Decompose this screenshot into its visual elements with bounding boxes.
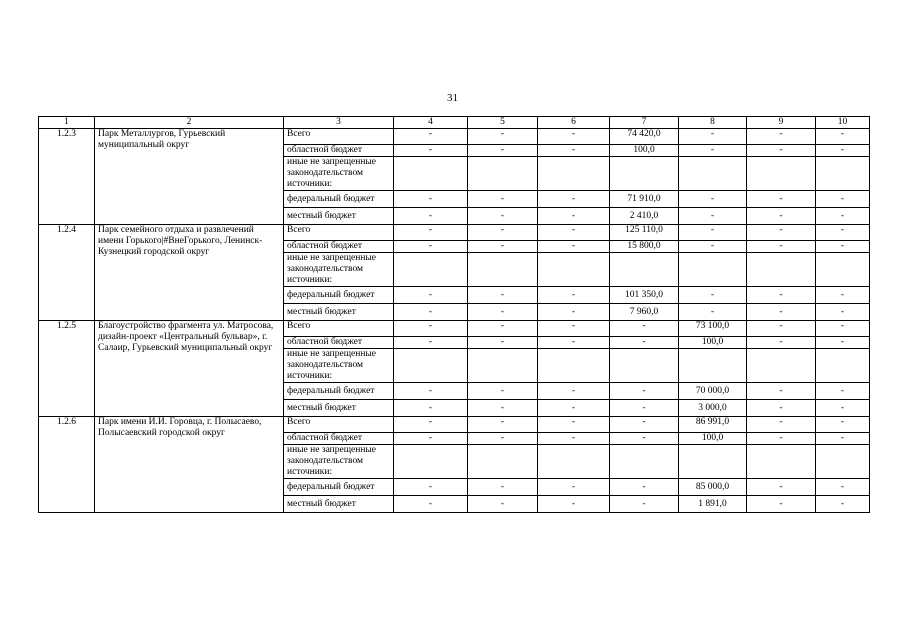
column-header: 10 <box>816 117 870 129</box>
value-cell: - <box>747 304 816 321</box>
funding-source-regional: областной бюджет <box>284 433 394 445</box>
value-cell: - <box>538 337 610 349</box>
funding-source-total: Всего <box>284 417 394 433</box>
value-cell <box>394 253 468 287</box>
item-name: Парк имени И.И. Горовца, г. Полысаево, Полысаевский городской округ <box>95 417 284 513</box>
value-cell: 70 000,0 <box>679 383 747 400</box>
value-cell: - <box>747 208 816 225</box>
value-cell: - <box>816 191 870 208</box>
value-cell: - <box>816 208 870 225</box>
value-cell: - <box>816 417 870 433</box>
column-header: 7 <box>610 117 679 129</box>
funding-source-federal: федеральный бюджет <box>284 191 394 208</box>
column-header: 3 <box>284 117 394 129</box>
value-cell: - <box>468 400 538 417</box>
value-cell: - <box>747 191 816 208</box>
value-cell: - <box>468 496 538 513</box>
funding-source-local: местный бюджет <box>284 208 394 225</box>
value-cell: - <box>816 225 870 241</box>
value-cell: - <box>538 479 610 496</box>
value-cell: - <box>816 304 870 321</box>
column-header: 5 <box>468 117 538 129</box>
value-cell: - <box>538 496 610 513</box>
value-cell <box>679 157 747 191</box>
value-cell: - <box>468 337 538 349</box>
value-cell <box>468 157 538 191</box>
value-cell <box>747 445 816 479</box>
value-cell <box>538 445 610 479</box>
value-cell: - <box>816 400 870 417</box>
value-cell: - <box>816 433 870 445</box>
funding-source-federal: федеральный бюджет <box>284 383 394 400</box>
value-cell: - <box>610 479 679 496</box>
value-cell: 74 420,0 <box>610 129 679 145</box>
value-cell: - <box>679 304 747 321</box>
value-cell: - <box>468 304 538 321</box>
value-cell: - <box>394 191 468 208</box>
funding-source-federal: федеральный бюджет <box>284 287 394 304</box>
column-number-row <box>39 117 870 129</box>
value-cell: - <box>468 287 538 304</box>
value-cell: 15 800,0 <box>610 241 679 253</box>
value-cell: - <box>816 479 870 496</box>
value-cell: 71 910,0 <box>610 191 679 208</box>
value-cell: 100,0 <box>610 145 679 157</box>
value-cell: - <box>679 287 747 304</box>
funding-source-local: местный бюджет <box>284 496 394 513</box>
value-cell: - <box>468 208 538 225</box>
value-cell: - <box>679 191 747 208</box>
value-cell: - <box>679 208 747 225</box>
value-cell: - <box>538 287 610 304</box>
value-cell: - <box>610 337 679 349</box>
value-cell: - <box>394 304 468 321</box>
value-cell: - <box>747 321 816 337</box>
funding-source-total: Всего <box>284 225 394 241</box>
value-cell: - <box>538 304 610 321</box>
value-cell: - <box>747 400 816 417</box>
value-cell: - <box>394 400 468 417</box>
value-cell: - <box>610 433 679 445</box>
value-cell: - <box>468 321 538 337</box>
value-cell: 3 000,0 <box>679 400 747 417</box>
value-cell: - <box>468 191 538 208</box>
item-name: Благоустройство фрагмента ул. Матросова, дизайн-проект «Центральный бульвар», г. Салаир, Гурьевский муниципальный округ <box>95 321 284 417</box>
value-cell: - <box>747 225 816 241</box>
value-cell <box>394 157 468 191</box>
value-cell: - <box>747 433 816 445</box>
value-cell <box>679 349 747 383</box>
funding-source-local: местный бюджет <box>284 400 394 417</box>
value-cell: - <box>538 208 610 225</box>
funding-source-local: местный бюджет <box>284 304 394 321</box>
value-cell: - <box>816 129 870 145</box>
value-cell: - <box>816 321 870 337</box>
value-cell: - <box>610 383 679 400</box>
value-cell: - <box>468 241 538 253</box>
value-cell: - <box>468 145 538 157</box>
value-cell: 100,0 <box>679 433 747 445</box>
value-cell <box>610 349 679 383</box>
value-cell: - <box>747 496 816 513</box>
value-cell <box>538 157 610 191</box>
value-cell: - <box>394 208 468 225</box>
funding-source-regional: областной бюджет <box>284 337 394 349</box>
funding-source-other: иные не запрещенные законодательством источники: <box>284 349 394 383</box>
value-cell: 7 960,0 <box>610 304 679 321</box>
funding-source-other: иные не запрещенные законодательством источники: <box>284 253 394 287</box>
column-header: 4 <box>394 117 468 129</box>
value-cell: - <box>394 145 468 157</box>
table-row <box>39 417 870 433</box>
value-cell <box>610 157 679 191</box>
value-cell <box>468 445 538 479</box>
value-cell <box>679 253 747 287</box>
funding-source-regional: областной бюджет <box>284 241 394 253</box>
column-header: 9 <box>747 117 816 129</box>
value-cell <box>610 445 679 479</box>
value-cell: - <box>468 433 538 445</box>
value-cell: - <box>747 241 816 253</box>
value-cell: - <box>747 479 816 496</box>
column-header: 1 <box>39 117 95 129</box>
value-cell: 85 000,0 <box>679 479 747 496</box>
value-cell <box>747 253 816 287</box>
value-cell: - <box>679 145 747 157</box>
value-cell: - <box>394 417 468 433</box>
value-cell: - <box>394 241 468 253</box>
value-cell: - <box>538 417 610 433</box>
value-cell: - <box>610 417 679 433</box>
funding-source-total: Всего <box>284 321 394 337</box>
value-cell: - <box>679 129 747 145</box>
item-code: 1.2.4 <box>39 225 95 321</box>
value-cell: - <box>468 129 538 145</box>
value-cell: - <box>394 496 468 513</box>
value-cell <box>816 157 870 191</box>
funding-source-regional: областной бюджет <box>284 145 394 157</box>
item-name: Парк семейного отдыха и развлечений имени Горького|#ВнеГорького, Ленинск-Кузнецкий городской округ <box>95 225 284 321</box>
value-cell: 101 350,0 <box>610 287 679 304</box>
value-cell: - <box>610 496 679 513</box>
value-cell: - <box>538 145 610 157</box>
value-cell: - <box>538 383 610 400</box>
column-header: 2 <box>95 117 284 129</box>
value-cell: - <box>538 129 610 145</box>
page-number: 31 <box>447 92 458 104</box>
value-cell: - <box>394 383 468 400</box>
value-cell: - <box>747 417 816 433</box>
table-row <box>39 321 870 337</box>
value-cell: - <box>468 225 538 241</box>
value-cell: - <box>538 433 610 445</box>
item-code: 1.2.5 <box>39 321 95 417</box>
budget-table <box>38 116 870 513</box>
funding-source-total: Всего <box>284 129 394 145</box>
value-cell <box>747 157 816 191</box>
value-cell: - <box>538 191 610 208</box>
table-row <box>39 225 870 241</box>
value-cell: - <box>468 417 538 433</box>
value-cell: - <box>747 129 816 145</box>
value-cell: - <box>538 400 610 417</box>
value-cell: - <box>468 383 538 400</box>
value-cell: - <box>747 287 816 304</box>
item-name: Парк Металлургов, Гурьевский муниципальный округ <box>95 129 284 225</box>
value-cell: - <box>679 225 747 241</box>
value-cell <box>468 349 538 383</box>
value-cell: - <box>679 241 747 253</box>
value-cell <box>679 445 747 479</box>
item-code: 1.2.6 <box>39 417 95 513</box>
value-cell: - <box>394 225 468 241</box>
value-cell: - <box>816 145 870 157</box>
value-cell <box>394 349 468 383</box>
funding-source-other: иные не запрещенные законодательством источники: <box>284 445 394 479</box>
value-cell: 100,0 <box>679 337 747 349</box>
value-cell: - <box>610 321 679 337</box>
value-cell <box>394 445 468 479</box>
value-cell: - <box>538 225 610 241</box>
value-cell: - <box>816 241 870 253</box>
value-cell <box>468 253 538 287</box>
value-cell: - <box>538 321 610 337</box>
value-cell: - <box>816 383 870 400</box>
value-cell: 1 891,0 <box>679 496 747 513</box>
value-cell: - <box>394 433 468 445</box>
value-cell: - <box>394 337 468 349</box>
value-cell <box>538 253 610 287</box>
value-cell: - <box>394 321 468 337</box>
value-cell <box>816 253 870 287</box>
value-cell: 2 410,0 <box>610 208 679 225</box>
item-code: 1.2.3 <box>39 129 95 225</box>
value-cell: - <box>538 241 610 253</box>
value-cell: 125 110,0 <box>610 225 679 241</box>
value-cell: - <box>394 287 468 304</box>
funding-source-other: иные не запрещенные законодательством источники: <box>284 157 394 191</box>
value-cell <box>816 445 870 479</box>
value-cell: - <box>394 479 468 496</box>
value-cell <box>747 349 816 383</box>
value-cell: - <box>747 383 816 400</box>
value-cell: - <box>394 129 468 145</box>
value-cell: - <box>747 145 816 157</box>
value-cell: - <box>816 496 870 513</box>
value-cell: - <box>747 337 816 349</box>
value-cell: 86 991,0 <box>679 417 747 433</box>
funding-source-federal: федеральный бюджет <box>284 479 394 496</box>
value-cell: - <box>816 287 870 304</box>
value-cell <box>816 349 870 383</box>
value-cell: 73 100,0 <box>679 321 747 337</box>
value-cell <box>538 349 610 383</box>
table-row <box>39 129 870 145</box>
value-cell: - <box>816 337 870 349</box>
value-cell: - <box>610 400 679 417</box>
value-cell <box>610 253 679 287</box>
column-header: 6 <box>538 117 610 129</box>
value-cell: - <box>468 479 538 496</box>
column-header: 8 <box>679 117 747 129</box>
